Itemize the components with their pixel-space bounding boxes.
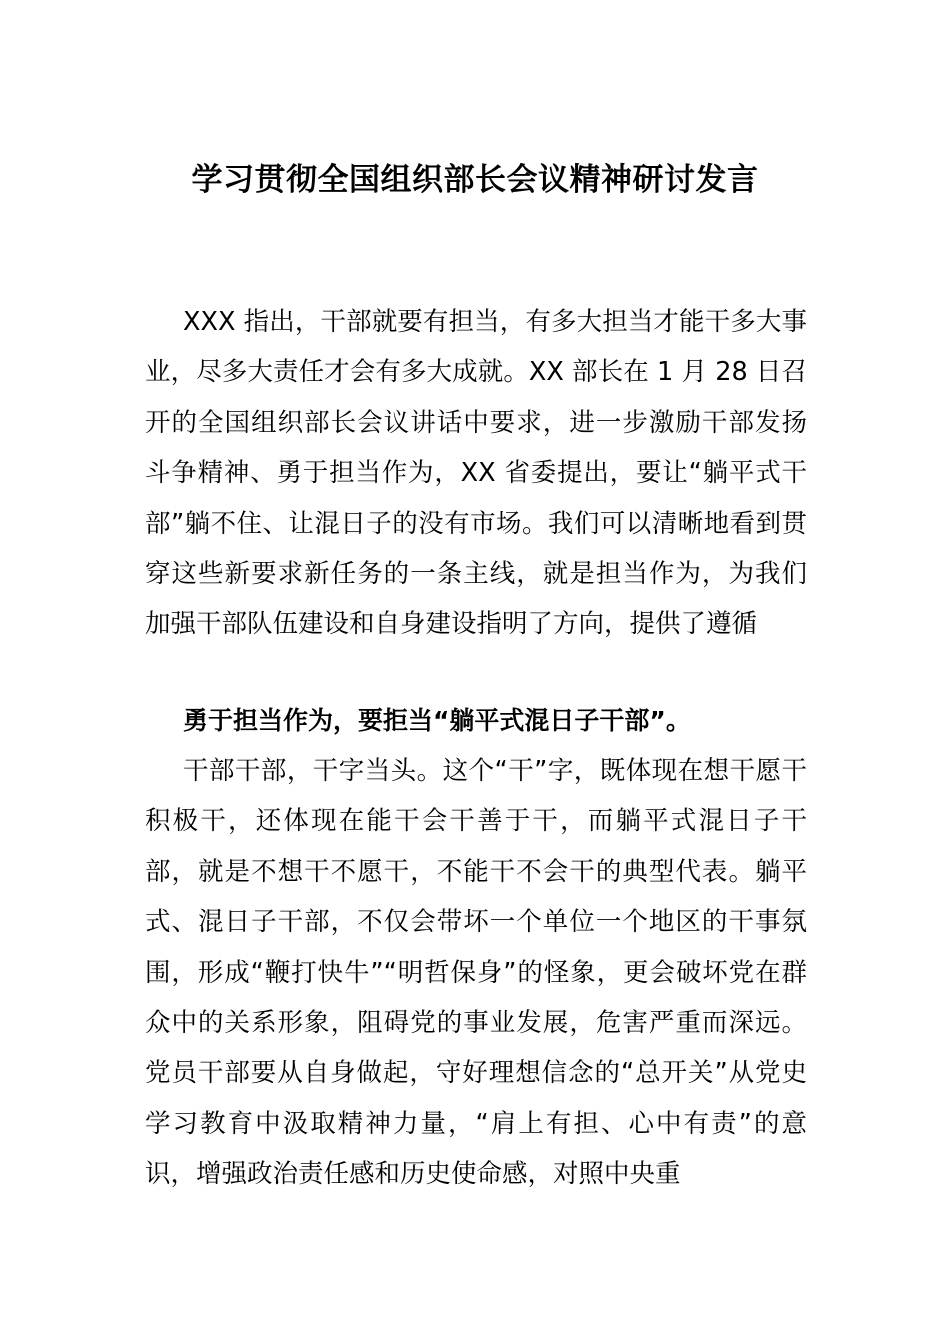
document-title: 学习贯彻全国组织部长会议精神研讨发言 — [191, 162, 759, 198]
paragraph-intro: XXX 指出，干部就要有担当，有多大担当才能干多大事业，尽多大责任才会有多大成就。XX 部长在 1 月 28 日召开的全国组织部长会议讲话中要求，进一步激励干部发扬斗争精神、勇于担当作为，XX 省委提出，要让“躺平式干部”躺不住、让混日子的没有市场。我们可以清晰地看到贯穿这些新要求新任务的一条主线，就是担当作为，为我们加强干部队伍建设和自身建设指明了方向，提供了遵循 — [145, 307, 807, 640]
section-heading: 勇于担当作为，要拒当“躺平式混日子干部”。 — [183, 706, 691, 735]
paragraph-body: 干部干部，干字当头。这个“干”字，既体现在想干愿干积极干，还体现在能干会干善于干，而躺平式混日子干部，就是不想干不愿干，不能干不会干的典型代表。躺平式、混日子干部，不仅会带坏一个单位一个地区的干事氛围，形成“鞭打快牛”“明哲保身”的怪象，更会破坏党在群众中的关系形象，阻碍党的事业发展，危害严重而深远。党员干部要从自身做起，守好理想信念的“总开关”从党史学习教育中汲取精神力量，“肩上有担、心中有责”的意识，增强政治责任感和历史使命感，对照中央重 — [145, 756, 807, 1190]
